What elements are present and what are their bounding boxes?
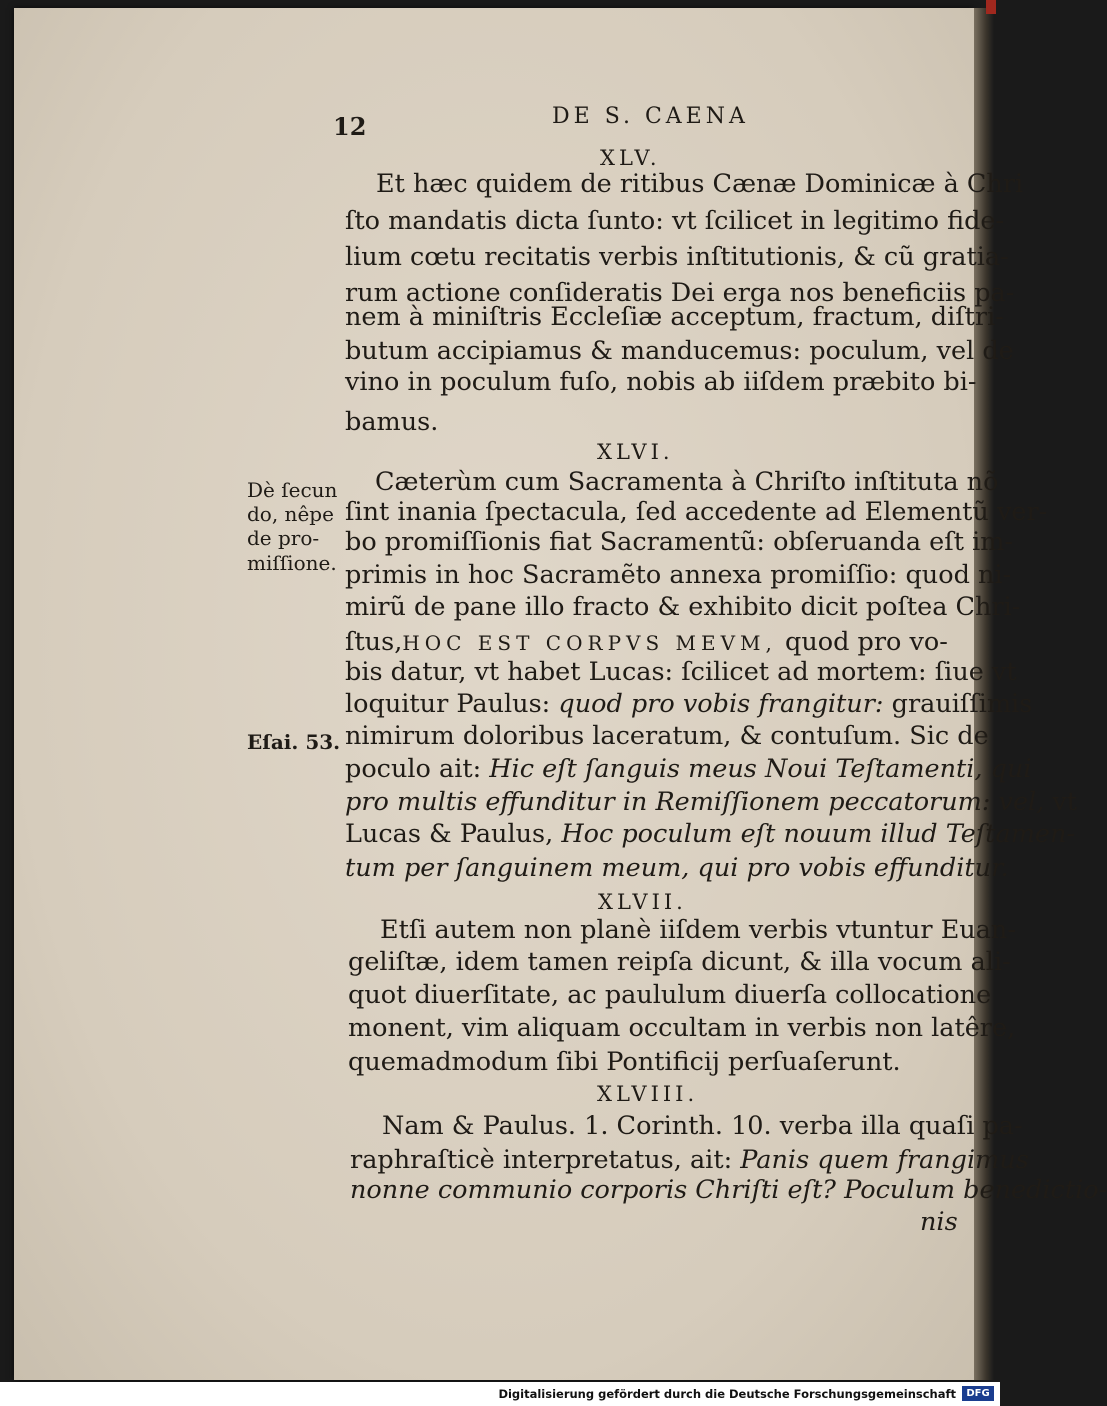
text-line [350,1145,1029,1175]
funding-credit: Digitalisierung gefördert durch die Deutsche Forschungsgemeinschaft [498,1387,956,1401]
italic-quote: Hoc poculum eſt nouum illud Teſtamen- [561,819,1076,849]
section-numeral-45: XLV. [600,146,661,170]
bookmark-ribbon [986,0,996,14]
text-line [345,819,1076,849]
text-line: bis datur, vt habet Lucas: ſcilicet ad mortem: ſiue vt [345,657,1017,687]
text-segment: loquitur Paulus: [345,689,559,719]
margin-note-esai: Eſai. 53. [247,730,341,754]
text-segment: ſtus, [345,627,403,657]
running-head: DE S. CAENA [552,104,749,129]
italic-quote: quod pro vobis frangitur: [558,689,884,719]
text-line: Etſi autem non planè iiſdem verbis vtuntur Euan- [380,915,1016,945]
dfg-logo: DFG [962,1386,994,1401]
text-line [345,754,1032,784]
text-line: bamus. [345,407,439,437]
text-line: Nam & Paulus. 1. Corinth. 10. verba illa quaſi pa- [382,1111,1023,1141]
text-line: mirũ de pane illo fracto & exhibito dicit poſtea Chri- [345,592,1021,622]
text-line: quemadmodum ſibi Pontificij perſuaſerunt. [348,1047,901,1077]
section-numeral-46: XLVI. [597,440,674,464]
small-caps-quote: HOC EST CORPVS MEVM, [402,631,777,655]
page-number: 12 [333,112,367,141]
text-line: Cæterùm cum Sacramenta à Chriſto inſtituta nõ [375,467,999,497]
text-segment: poculo ait: [345,754,490,784]
italic-quote: pro multis effunditur in Remiſſionem peccatorum: vel, [345,787,1045,817]
text-segment: vt [1044,787,1078,817]
italic-quote: Panis quem frangimus [740,1145,1029,1175]
text-line: Et hæc quidem de ritibus Cænæ Dominicæ à Chri [376,169,1024,199]
margin-note-line: miſſione. [247,551,337,575]
text-segment: grauiſſimis [883,689,1033,719]
margin-note-line: de pro- [247,526,320,550]
text-line: tum per ſanguinem meum, qui pro vobis effunditur. [345,853,1009,883]
text-segment: quod pro vo- [776,627,948,657]
catchword: nis [920,1207,958,1237]
text-line: primis in hoc Sacramẽto annexa promiſſio: quod ni- [345,560,1012,590]
section-numeral-48: XLVIII. [597,1082,699,1106]
text-line: nonne communio corporis Chriſti eſt? Poculum benedictio- [350,1175,1107,1205]
text-line: vino in poculum fuſo, nobis ab iiſdem præbito bi- [345,367,977,397]
text-line: quot diuerſitate, ac paululum diuerſa collocatione [348,980,992,1010]
italic-quote: Hic eſt ſanguis meus Noui Teſtamenti, qui [489,754,1032,784]
text-segment: raphraſticè interpretatus, ait: [350,1145,741,1175]
text-line: ſto mandatis dicta ſunto: vt ſcilicet in legitimo fide- [345,206,1005,236]
text-line: nem à miniſtris Eccleſiæ acceptum, fractum, diſtri- [345,302,1004,332]
digitization-footer [0,1382,1000,1406]
text-line: geliſtæ, idem tamen reipſa dicunt, & illa vocum ali- [348,947,1011,977]
section-numeral-47: XLVII. [598,890,687,914]
text-line: bo promiſſionis fiat Sacramentũ: obſeruanda eſt im- [345,527,1014,557]
text-line: nimirum doloribus laceratum, & contuſum. Sic de [345,721,989,751]
text-line: ſint inania ſpectacula, ſed accedente ad Elementũ ver- [345,497,1048,527]
text-line: rum actione conſideratis Dei erga nos beneficiis pa- [345,278,1015,308]
text-line [345,787,1078,817]
text-line [345,627,948,657]
text-line: lium cœtu recitatis verbis inſtitutionis, & cũ gratia- [345,242,1009,272]
text-segment: Lucas & Paulus, [345,819,562,849]
margin-note-line: Dè ſecun [247,478,338,502]
text-line: monent, vim aliquam occultam in verbis non latêre, [348,1013,1016,1043]
margin-note-line: do, nêpe [247,502,334,526]
text-line: butum accipiamus & manducemus: poculum, vel de [345,336,1014,366]
text-line [345,689,1033,719]
